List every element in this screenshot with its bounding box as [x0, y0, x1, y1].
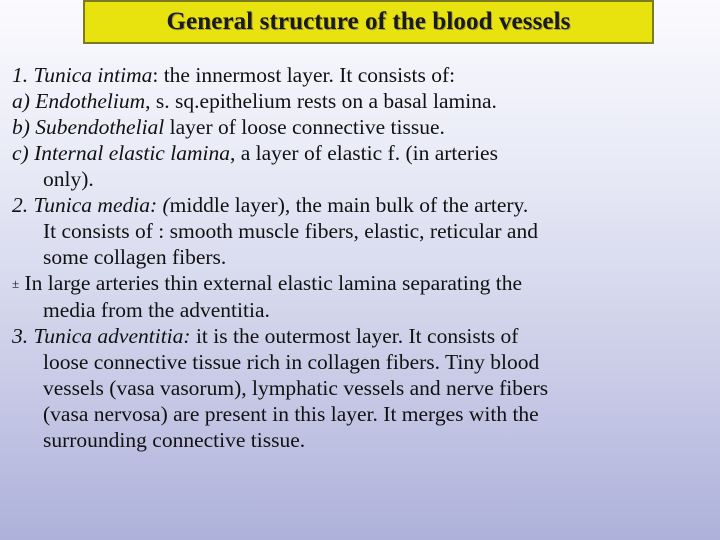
- endothelium-text: , s. sq.epithelium rests on a basal lamina.: [145, 89, 497, 113]
- subendothelial-label: b) Subendothelial: [12, 115, 165, 139]
- tunica-media-continuation-2: some collagen fibers.: [43, 245, 227, 269]
- tunica-media-text: middle layer), the main bulk of the artery.: [169, 193, 529, 217]
- endothelium-label: a) Endothelium: [12, 89, 146, 113]
- tunica-adventitia-line: [12, 323, 712, 349]
- tunica-adventitia-continuation-2: vessels (vasa vasorum), lymphatic vessels and nerve fibers: [43, 376, 549, 400]
- external-elastic-lamina-continuation: media from the adventitia.: [43, 298, 270, 322]
- subendothelial-text: layer of loose connective tissue.: [164, 115, 445, 139]
- tunica-adventitia-label: 3. Tunica adventitia:: [12, 324, 191, 348]
- tunica-intima-line: [12, 62, 712, 88]
- tunica-adventitia-continuation-4: surrounding connective tissue.: [43, 428, 306, 452]
- tunica-adventitia-continuation-1: loose connective tissue rich in collagen fibers. Tiny blood: [43, 350, 540, 374]
- endothelium-line: [12, 88, 712, 114]
- tunica-media-label: 2. Tunica media: (: [12, 193, 170, 217]
- internal-elastic-lamina-continuation: only).: [43, 167, 94, 191]
- tunica-intima-label: 1. Tunica intima: [12, 63, 153, 87]
- external-elastic-lamina-text: In large arteries thin external elastic lamina separating the: [19, 271, 522, 295]
- plus-minus-symbol: ±: [12, 276, 20, 291]
- internal-elastic-lamina-line: [12, 140, 712, 166]
- title-banner: [83, 0, 654, 44]
- tunica-adventitia-continuation-3: (vasa nervosa) are present in this layer. It merges with the: [43, 402, 539, 426]
- tunica-media-continuation-1: It consists of : smooth muscle fibers, elastic, reticular and: [43, 219, 538, 243]
- slide-content: [12, 62, 712, 453]
- external-elastic-lamina-line: [12, 270, 712, 297]
- tunica-adventitia-text: it is the outermost layer. It consists of: [190, 324, 519, 348]
- internal-elastic-lamina-label: c) Internal elastic lamina: [12, 141, 230, 165]
- subendothelial-line: [12, 114, 712, 140]
- tunica-intima-text: : the innermost layer. It consists of:: [152, 63, 456, 87]
- tunica-media-line: [12, 192, 712, 218]
- slide-title: General structure of the blood vessels: [166, 8, 571, 35]
- internal-elastic-lamina-text: , a layer of elastic f. (in arteries: [229, 141, 498, 165]
